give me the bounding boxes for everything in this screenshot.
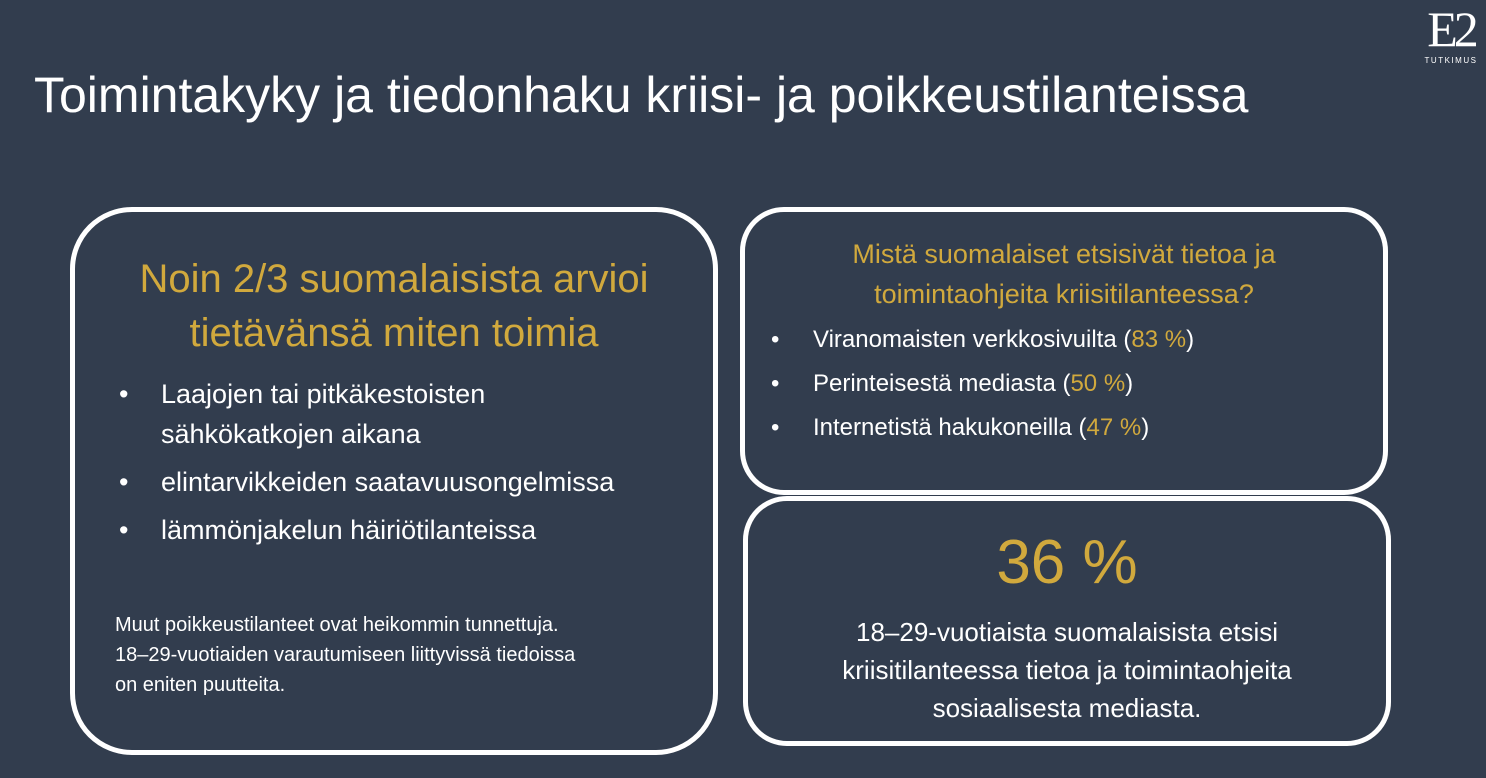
source-percent: 50 % xyxy=(1070,370,1126,397)
source-close: ) xyxy=(1141,414,1150,441)
list-item-line-1: elintarvikkeiden saatavuusongelmissa xyxy=(161,467,615,497)
source-label: Viranomaisten verkkosivuilta ( xyxy=(813,326,1132,353)
left-list-item xyxy=(115,462,614,502)
source-close: ) xyxy=(1186,326,1195,353)
left-panel-heading xyxy=(75,252,713,360)
bullet-icon: • xyxy=(771,326,780,353)
e2-tutkimus-logo xyxy=(1418,1,1484,76)
top-right-heading xyxy=(745,234,1383,314)
source-close: ) xyxy=(1125,370,1134,397)
top-right-panel xyxy=(740,207,1388,495)
logo-mark: E2 xyxy=(1427,1,1475,57)
list-item-line-1: lämmönjakelun häiriötilanteissa xyxy=(161,515,537,545)
source-percent: 47 % xyxy=(1086,414,1142,441)
note-line-3: on eniten puutteita. xyxy=(115,674,286,696)
bullet-icon: • xyxy=(771,414,780,441)
left-bullet-list xyxy=(115,374,614,558)
info-source-list xyxy=(767,318,1194,450)
top-right-heading-line-2: toimintaohjeita kriisitilanteessa? xyxy=(874,279,1254,309)
bottom-right-panel xyxy=(743,496,1391,746)
list-item-line-2: sähkökatkojen aikana xyxy=(161,419,421,449)
info-source-item xyxy=(767,406,1194,450)
logo-subtitle: TUTKIMUS xyxy=(1424,56,1478,65)
bullet-icon: • xyxy=(119,379,129,409)
info-source-item xyxy=(767,318,1194,362)
left-panel-note xyxy=(115,610,575,700)
big-percentage: 36 % xyxy=(996,528,1138,597)
bottom-right-line-1: 18–29-vuotiaista suomalaisista etsisi xyxy=(856,617,1278,647)
slide-title: Toimintakyky ja tiedonhaku kriisi- ja poikkeustilanteissa xyxy=(34,67,1249,123)
note-line-1: Muut poikkeustilanteet ovat heikommin tunnettuja. xyxy=(115,614,559,636)
source-label: Perinteisestä mediasta ( xyxy=(813,370,1071,397)
left-heading-line-1: Noin 2/3 suomalaisista arvioi xyxy=(139,257,649,301)
note-line-2: 18–29-vuotiaiden varautumiseen liittyvissä tiedoissa xyxy=(115,644,576,666)
top-right-heading-line-1: Mistä suomalaiset etsisivät tietoa ja xyxy=(852,239,1276,269)
list-item-line-1: Laajojen tai pitkäkestoisten xyxy=(161,379,486,409)
bottom-right-line-3: sosiaalisesta mediasta. xyxy=(932,693,1202,723)
bottom-right-line-2: kriisitilanteessa tietoa ja toimintaohjeita xyxy=(842,655,1292,685)
bullet-icon: • xyxy=(771,370,780,397)
left-list-item xyxy=(115,374,614,454)
bullet-icon: • xyxy=(119,467,129,497)
left-list-item xyxy=(115,510,614,550)
left-heading-line-2: tietävänsä miten toimia xyxy=(189,311,599,355)
source-label: Internetistä hakukoneilla ( xyxy=(813,414,1087,441)
info-source-item xyxy=(767,362,1194,406)
left-panel xyxy=(70,207,718,755)
bottom-right-text xyxy=(748,613,1386,727)
source-percent: 83 % xyxy=(1131,326,1187,353)
bullet-icon: • xyxy=(119,515,129,545)
